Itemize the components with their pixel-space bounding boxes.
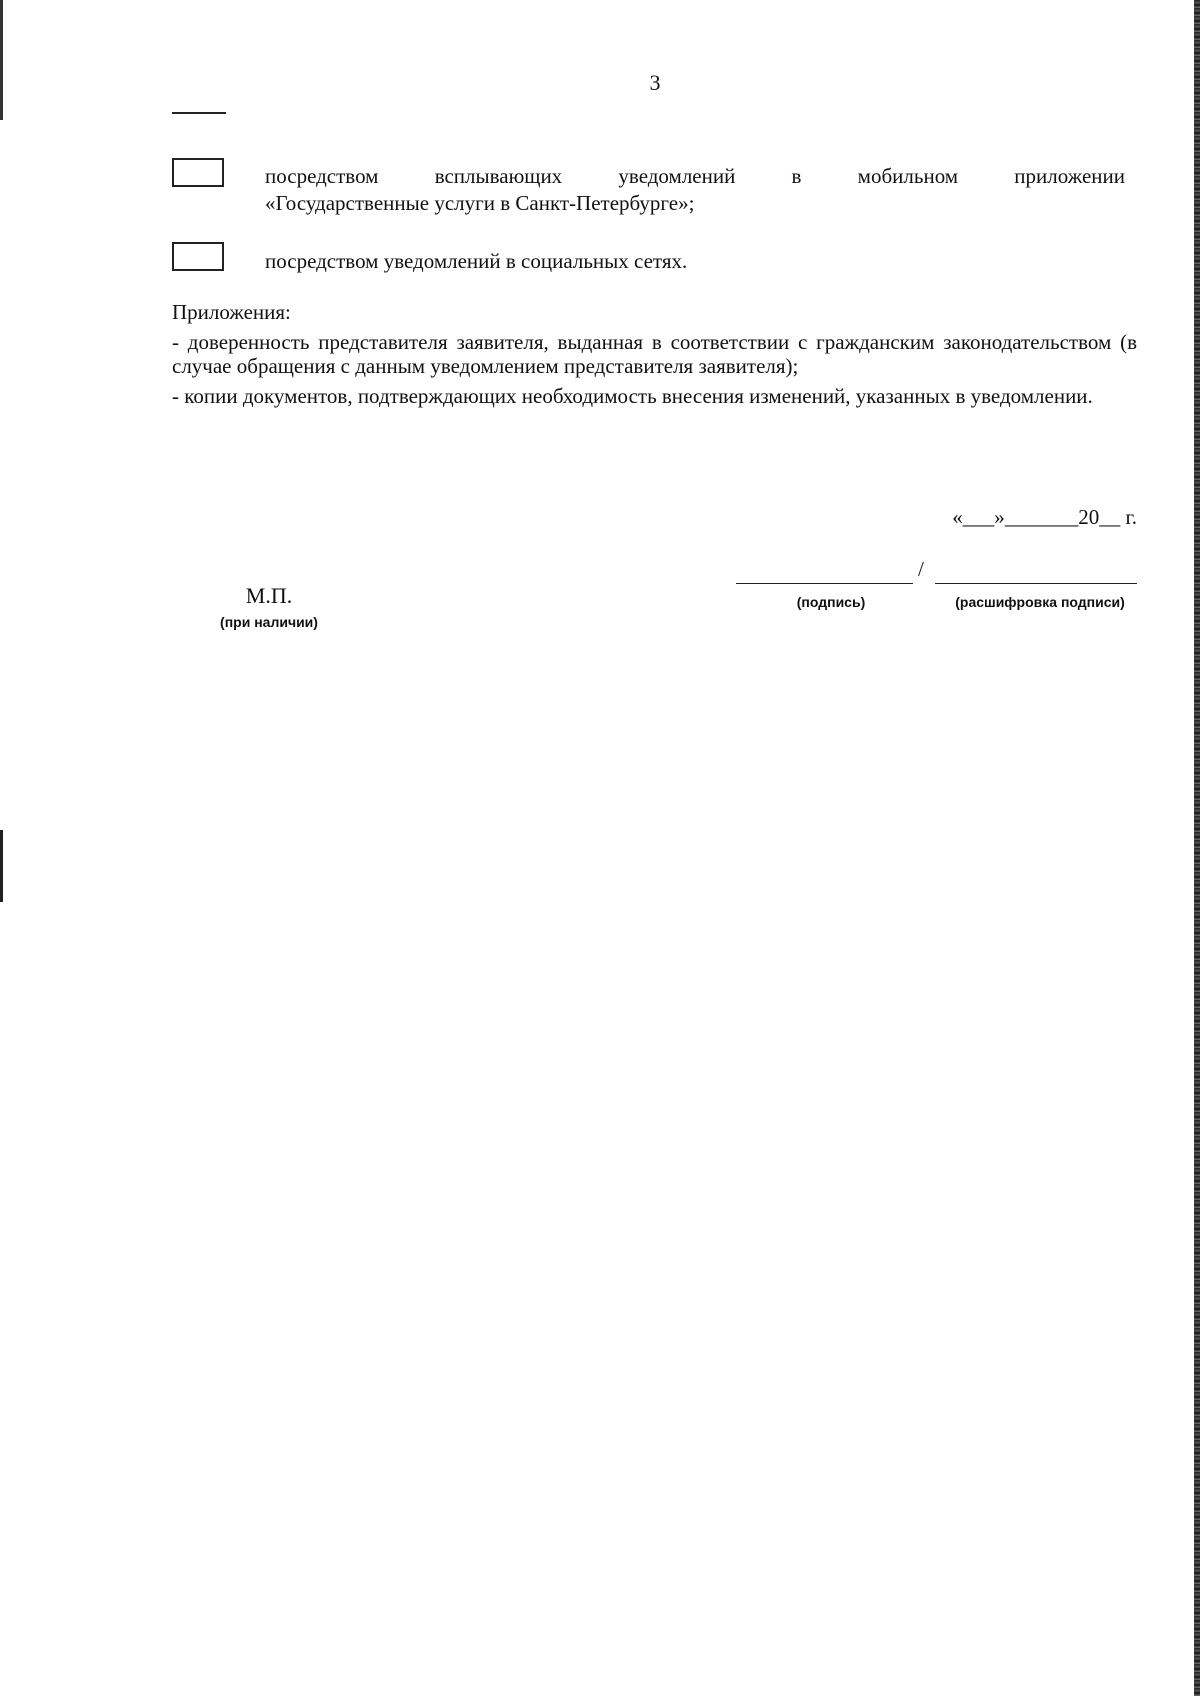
- stamp-label: М.П.: [245, 583, 293, 608]
- date-field[interactable]: «___»_______20__ г.: [952, 505, 1137, 529]
- checkbox-push-notifications[interactable]: [172, 158, 224, 187]
- appendix-section: [172, 300, 1137, 414]
- page-number: 3: [649, 70, 661, 95]
- signature-caption: (подпись): [796, 594, 866, 610]
- checkbox-social-notifications[interactable]: [172, 242, 224, 271]
- signature-slash: /: [918, 557, 924, 581]
- appendix-item-power-of-attorney: - доверенность представителя заявителя, выданная в соответствии с гражданским законодательством (в случае обращения с данным уведомлением представителя заявителя);: [172, 330, 1137, 378]
- stamp-note: (при наличии): [220, 614, 318, 630]
- signature-decode-caption: (расшифровка подписи): [955, 594, 1125, 610]
- top-rule: [172, 112, 226, 114]
- option-push-text-line1: посредством всплывающих уведомлений в мобильном приложении: [265, 164, 1125, 188]
- scan-edge-right: [1194, 0, 1200, 1696]
- appendix-item-document-copies: - копии документов, подтверждающих необходимость внесения изменений, указанных в уведомлении.: [172, 384, 1093, 408]
- option-push-text-line2: «Государственные услуги в Санкт-Петербурге»;: [265, 191, 695, 215]
- option-social-text: посредством уведомлений в социальных сетях.: [265, 249, 688, 273]
- signature-decode-line[interactable]: [935, 583, 1137, 584]
- appendix-title: Приложения:: [172, 300, 291, 324]
- signature-line[interactable]: [736, 583, 913, 584]
- scan-edge-left-mark: [0, 830, 3, 902]
- scan-edge-left-mark: [0, 0, 3, 120]
